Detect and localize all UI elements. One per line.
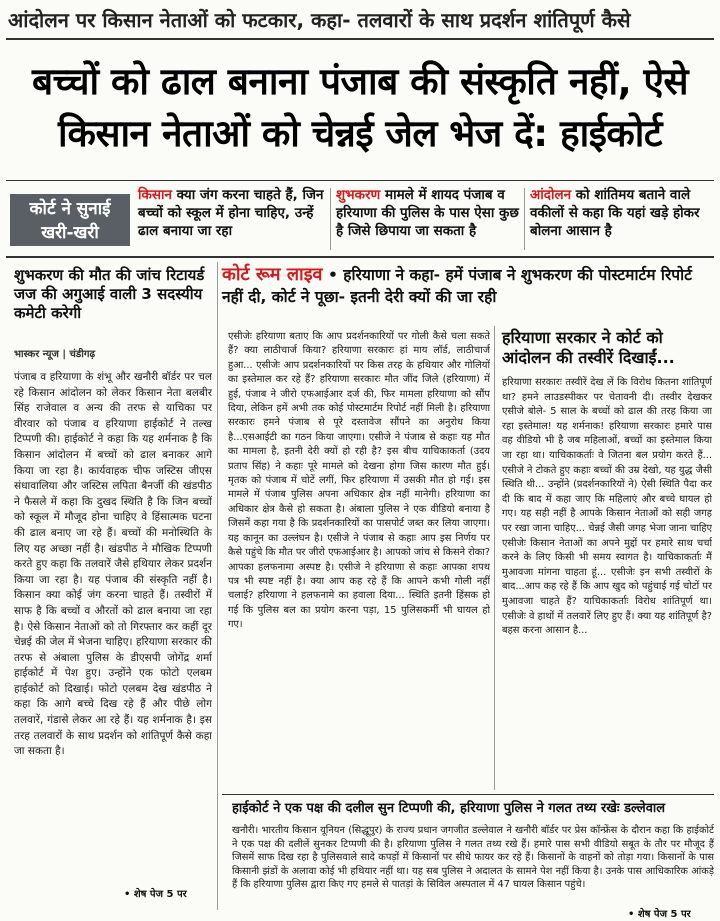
strip-item-1-text: क्या जंग करना चाहते हैं, जिन बच्चों को स्कूल में होना चाहिए, उन्हें ढाल बनाया जा रहा <box>138 187 324 239</box>
headline-line-2: किसान नेताओं को चेन्नई जेल भेज दें: हाईकोर्ट <box>57 112 663 155</box>
strip-item-3-text: को शांतिमय बताने वाले वकीलों से कहा कि यहां खड़े होकर बोलना आसान है <box>530 187 700 239</box>
strip-item-2-highlight: शुभकरण <box>336 187 381 203</box>
strip-item-3-highlight: आंदोलन <box>530 187 572 203</box>
byline: भास्कर न्यूज | चंडीगढ़ <box>14 349 96 360</box>
side-body: पंजाब व हरियाणा के शंभू और खनौरी बॉर्डर पर चल रहे किसान आंदोलन को लेकर किसान नेता बलबीर सिंह राजेवाल व अन्य की तरफ से याचिका पर वीरवार को पंजाब व हरियाणा हाईकोर्ट ने तल्ख टिप्पणी की। हाईकोर्ट ने कहा कि यह शर्मनाक है कि किसान आंदोलन में बच्चों को ढाल बनाकर आगे किया जा रहा है। कार्यवाहक चीफ जस्टिस जीएस संधावालिया और जस्टिस लपिता बैनर्जी की खंडपीठ ने फैसले में कहा कि दुखद स्थिति है कि जिन बच्चों को स्कूल में मौजूद होना चाहिए वे हिंसात्मक घटना की ढाल बनाए जा रहे हैं। बच्चों की मनोस्थिति के लिए यह अच्छा नहीं है। खंडपीठ ने मौखिक टिप्पणी करते हुए कहा कि तलवारें जैसे हथियार लेकर प्रदर्शन किया जा रहा है। यह पंजाब की संस्कृति नहीं है। किसान क्या कोई जंग करना चाहते हैं। तस्वीरों में साफ है कि बच्चों व औरतों को ढाल बनाया जा रहा है। ऐसे किसान नेताओं को तो गिरफ्तार कर कहीं दूर चेन्नई की जेल में भेजना चाहिए। हरियाणा सरकार की तरफ से अंबाला पुलिस के डीएसपी जोगेंद्र शर्मा हाईकोर्ट में पेश हुए। उन्होंने एक फोटो एलबम हाईकोर्ट को दिखाई। फोटो एलबम देख खंडपीठ ने कहा कि आगे बच्चे दिख रहे हैं और पीछे लोग तलवारें, गंडासे लेकर आ रहे हैं। यह शर्मनाक है। इस तरह तलवारों के साथ प्रदर्शन को शांतिपूर्ण कैसे कहा जा सकता है। <box>14 371 212 758</box>
strip-item-3 <box>530 186 712 240</box>
live-title <box>222 264 716 308</box>
live-tag: कोर्ट रूम लाइव <box>222 264 323 285</box>
kicker-headline: आंदोलन पर किसान नेताओं को फटकार, कहा- तलवारों के साथ प्रदर्शन शांतिपूर्ण कैसे <box>8 8 631 32</box>
headline-line-1: बच्चों को ढाल बनाना पंजाब की संस्कृति नहीं, ऐसे <box>31 60 689 103</box>
main-headline <box>8 56 712 160</box>
strip-item-2-text: मामले में शायद पंजाब व हरियाणा की पुलिस के पास ऐसा कुछ है जिसे छिपाया जा सकता है <box>336 187 519 239</box>
strip-item-2 <box>336 186 520 240</box>
strip-rule <box>6 256 714 258</box>
strip-item-1-highlight: किसान <box>138 187 172 203</box>
strip-divider <box>524 188 525 250</box>
bottom-body: खनौरी। भारतीय किसान यूनियन (सिद्धूपुर) के राज्य प्रधान जगजीत डल्लेवाल ने खनौरी बॉर्डर पर प्रेस कॉन्फ्रेंस के दौरान कहा कि हाईकोर्ट ने एक पक्ष की दलीलें सुनकर टिप्पणी की है। हरियाणा पुलिस ने गलत तथ्य रखे हैं। हमारे पास सभी वीडियो सबूत के तौर पर मौजूद हैं जिसमें साफ दिख रहा है पुलिसवाले सादे कपड़ों में किसानों पर सीधे फायर कर रहे हैं। किसानों के वाहनों को तोड़ा गया। किसानों के पास किसानी झंडों के अलावा कोई भी हथियार नहीं था। यह सब पुलिस ने अदालत के सामने पेश नहीं किया है। उनके पास आधिकारिक आंकड़े हैं कि हरियाणा पुलिस द्वारा किए गए हमले से पातड़ां के सिविल अस्पताल में 47 घायल किसान पहुंचे। <box>232 825 714 891</box>
haryana-title: हरियाणा सरकार ने कोर्ट को आंदोलन की तस्वीरें दिखाईं... <box>502 328 675 367</box>
live-body: एसीजेः हरियाणा बताए कि आप प्रदर्शनकारियों पर गोली कैसे चला सकते हैं? क्या लाठीचार्ज किया? हरियाणा सरकारः हां माय लॉर्ड, लाठीचार्ज हुआ... एसीजेः आप प्रदर्शनकारियों पर किस तरह के हथियार और गोलियों का इस्तेमाल कर रहे हैं? हरियाणा सरकारः मौत जींद जिले (हरियाणा) में हुई, पंजाब ने जीरो एफआईआर दर्ज की, फिर मामला हरियाणा को सौंप दिया, लेकिन हमें अभी तक कोई पोस्टमार्टम रिपोर्ट नहीं मिली है। हरियाणा सरकारः हमने पंजाब से पूरे दस्तावेज सौंपने का अनुरोध किया है...एसआईटी का गठन किया जाएगा। एसीजे ने पंजाब से कहाः यह मौत का मामला है, इतनी देरी क्यों हो रही है? इस बीच याचिकाकर्ता (उदय प्रताप सिंह) ने कहाः पूरे मामले को देखना होगा जिस कारण मौत हुई। मृतक को पंजाब में चोटें लगीं, फिर हरियाणा में उसकी मौत हो गई। इस मामले में पंजाब पुलिस अपना अधिकार क्षेत्र नहीं मानेगी। हरियाणा का अधिकार क्षेत्र कैसे हो सकता है। अंबाला पुलिस ने एक वीडियो बनाया है जिसमें कहा गया है कि प्रदर्शनकारियों का पासपोर्ट जब्त कर लिया जाएगा। यह कानून का उल्लंघन है। एसीजे ने पंजाब से कहाः आप इस निर्णय पर कैसे पहुंचे कि मौत पर जीरो एफआईआर है। आपको जांच से किसने रोका? आपका हलफनामा अस्पष्ट है। एसीजे ने हरियाणा से कहाः आपका शपथ पत्र भी स्पष्ट नहीं है। क्या आप कह रहे हैं कि आपने कभी गोली नहीं चलाई? हरियाणा ने हलफनामे का हवाला दिया... स्थिति इतनी हिंसक हो गई कि पुलिस बल का प्रयोग करना पड़ा, 15 पुलिसकर्मी भी घायल हो गए। <box>228 331 490 631</box>
badge-line-2: खरी-खरी <box>41 223 99 243</box>
strip-divider <box>330 188 331 250</box>
kicker-rule <box>6 38 714 40</box>
live-headline: • हरियाणा ने कहा- हमें पंजाब ने शुभकरण की पोस्टमार्टम रिपोर्ट नहीं दी, कोर्ट ने पूछा- इतनी देरी क्यों की जा रही <box>222 266 692 306</box>
strip-item-1 <box>138 186 326 240</box>
court-badge <box>10 194 130 246</box>
bottom-headline: हाईकोर्ट ने एक पक्ष की दलील सुन टिप्पणी की, हरियाणा पुलिस ने गलत तथ्य रखेः डल्लेवाल <box>232 801 666 816</box>
badge-line-1: कोर्ट ने सुनाई <box>29 199 111 219</box>
side-headline: शुभकरण की मौत की जांच रिटायर्ड जज की अगुआई वाली 3 सदस्यीय कमेटी करेगी <box>14 266 205 322</box>
bottom-continued: • शेष पेज 5 पर <box>628 909 691 920</box>
headline-rule <box>6 180 714 181</box>
side-continued: • शेष पेज 5 पर <box>124 889 187 900</box>
bottom-rule <box>222 794 714 795</box>
column-divider <box>217 262 218 910</box>
haryana-body: हरियाणा सरकारः तस्वीरें देख लें कि विरोध कितना शांतिपूर्ण था? हमने लाउडस्पीकर पर चेतावनी दी। तस्वीर देखकर एसीजे बोले- 5 साल के बच्चों को ढाल की तरह किया जा रहा इस्तेमाल! यह शर्मनाक! हरियाणा सरकारः हमारे पास वह वीडियो भी है जब महिलाओं, बच्चों का इस्तेमाल किया जा रहा था। याचिकाकर्ताः वे जितना बल प्रयोग करते हैं... एसीजे ने टोकते हुए कहाः बच्चों की उम्र देखो, यह युद्ध जैसी स्थिति थी... उन्होंने (प्रदर्शनकारियों ने) ऐसी स्थिति पैदा कर दी कि बाद में कहा जाए कि महिलाएं और बच्चे घायल हो गए। यह सही नहीं है आपके किसान नेताओं को सही जगह पर रखा जाना चाहिए... चेन्नई जैसी जगह भेजा जाना चाहिए एसीजेः किसान नेताओं का अपने मुद्दों पर हमारे साथ चर्चा करने के लिए किसी भी समय स्वागत है। याचिकाकर्ताः मैं मुआवजा मांगना चाहता हूं... एसीजेः इन सभी तस्वीरों के बाद...आप कह रहे हैं कि आप खुद को पहुंचाई गई चोटों पर मुआवजा चाहते हैं? याचिकाकर्ताः विरोध शांतिपूर्ण था। एसीजेः वे हाथों में तलवारें लिए हुए हैं। क्या यह शांतिपूर्ण है? बहस करना आसान है... <box>502 377 712 637</box>
column-divider <box>494 326 495 790</box>
